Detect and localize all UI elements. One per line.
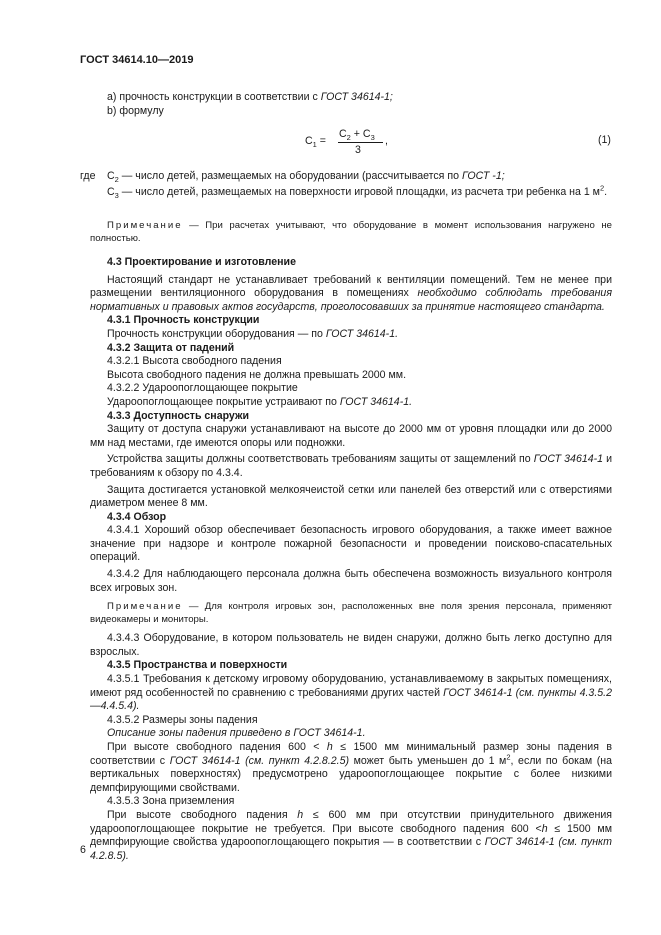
section-paragraph: Защита достигается установкой мелкоячеистой сетки или панелей без отверстий или с отверстиями диаметром менее 8 мм. xyxy=(90,483,612,510)
where-c2: где $C_2$ — число детей, размещаемых на оборудовании (рассчитывается по ГОСТ -1; xyxy=(80,170,505,185)
formula-comma: , xyxy=(385,135,388,147)
where-c3: $C_3$ — число детей, размещаемых на поверхности игровой площадки, из расчета три ребенка на 1 $м^2$. xyxy=(107,183,608,200)
section-paragraph: Высота свободного падения не должна превышать 2000 мм. xyxy=(107,368,407,381)
section-title: 4.3 Проектирование и изготовление xyxy=(107,256,296,268)
formula-numerator: $C_2 + C_3$ xyxy=(339,128,375,143)
list-items xyxy=(90,91,612,118)
where-label: где xyxy=(80,170,96,182)
section-paragraph: 4.3.4.2 Для наблюдающего персонала должна быть обеспечена возможность визуального контроля всех игровых зон. xyxy=(90,568,612,594)
formula-denominator: 3 xyxy=(355,144,361,156)
section-title: 4.3.1 Прочность конструкции xyxy=(107,314,260,327)
section-title: 4.3.3 Доступность снаружи xyxy=(107,409,249,422)
section-title: 4.3.5 Пространства и поверхности xyxy=(107,659,288,672)
page-number: 6 xyxy=(80,844,86,856)
formula-number: (1) xyxy=(598,134,611,146)
document-header: ГОСТ 34614.10—2019 xyxy=(80,54,194,66)
note-1: Примечание — При расчетах учитывают, что оборудование в момент использования нагружено не полностью. xyxy=(90,220,612,244)
section-title: 4.3.4 Обзор xyxy=(107,510,167,523)
section-paragraph: Удароопоглощающее покрытие устраивают по ГОСТ 34614-1. xyxy=(107,395,413,408)
section-paragraph: Настоящий стандарт не устанавливает требований к вентиляции помещений. Тем не менее при размещении вентиляционного оборудования в помещениях необходимо соблюдать требования нормативных и правовых актов государств, проголосовавших за принятие настоящего стандарта. xyxy=(90,273,612,313)
section-title: 4.3.2 Защита от падений xyxy=(107,341,235,354)
section-paragraph: При высоте свободного падения h ≤ 600 мм при отсутствии принудительного движения удароопоглощающее покрытие не требуется. При высоте свободного падения 600 <h ≤ 1500 мм демпфирующие свойства удароопоглощающего покрытия — в соответствии с ГОСТ 34614-1 (см. пункт 4.2.8.5). xyxy=(90,808,612,862)
where-clause xyxy=(80,170,612,199)
note-label: Примечание xyxy=(107,601,183,613)
section-paragraph: Описание зоны падения приведено в ГОСТ 34614-1. xyxy=(107,727,366,740)
section-paragraph: Прочность конструкции оборудования — по ГОСТ 34614-1. xyxy=(107,327,399,340)
section-paragraph: Устройства защиты должны соответствовать требованиям защиты от защемлений по ГОСТ 34614-1 и требованиям к обзору по 4.3.4. xyxy=(90,453,612,479)
subsection-title: 4.3.2.1 Высота свободного падения xyxy=(107,355,282,368)
subsection-title: 4.3.5.3 Зона приземления xyxy=(107,795,235,808)
subsection-title: 4.3.2.2 Удароопоглощающее покрытие xyxy=(107,382,298,395)
subsection-title: 4.3.5.2 Размеры зоны падения xyxy=(107,713,258,726)
section-paragraph: При высоте свободного падения 600 < h ≤ 1500 мм минимальный размер зоны падения в соответствии с ГОСТ 34614-1 (см. пункт 4.2.8.2.5) может быть уменьшен до 1 $м^2$, если по бокам (на вертикальных поверхностях) предусмотрено удароопоглощающее покрытие с более низкими демпфирующими свойствами. xyxy=(90,741,613,794)
fraction-bar xyxy=(338,142,383,143)
list-item-a: а) прочность конструкции в соответствии с ГОСТ 34614-1; xyxy=(107,91,393,103)
section-paragraph: 4.3.5.1 Требования к детскому игровому оборудованию, устанавливаемому в закрытых помещениях, имеют ряд особенностей по сравнению с требованиями других частей ГОСТ 34614-1 (см. пункты 4.3.5.2—4.4.5.4). xyxy=(90,673,612,713)
note-2: Примечание — Для контроля игровых зон, расположенных вне поля зрения персонала, применяют видеокамеры и мониторы. xyxy=(90,601,612,625)
section-4-3 xyxy=(90,256,612,863)
note-label: Примечание xyxy=(107,220,183,231)
formula xyxy=(305,128,425,160)
section-paragraph: Защиту от доступа снаружи устанавливают на высоте до 2000 мм от уровня площадки или до 2000 мм над местами, где имеются опоры или подножки. xyxy=(90,423,612,449)
formula-lhs: $C_1$ = xyxy=(305,135,326,150)
section-paragraph: 4.3.4.3 Оборудование, в котором пользователь не виден снаружи, должно быть легко доступно для взрослых. xyxy=(90,632,612,658)
list-item-b: b) формулу xyxy=(107,104,164,117)
section-paragraph: 4.3.4.1 Хороший обзор обеспечивает безопасность игрового оборудования, а также имеет важное значение при надзоре и контроле пожарной безопасности и проведении поисково-спасательных операций. xyxy=(90,524,612,564)
